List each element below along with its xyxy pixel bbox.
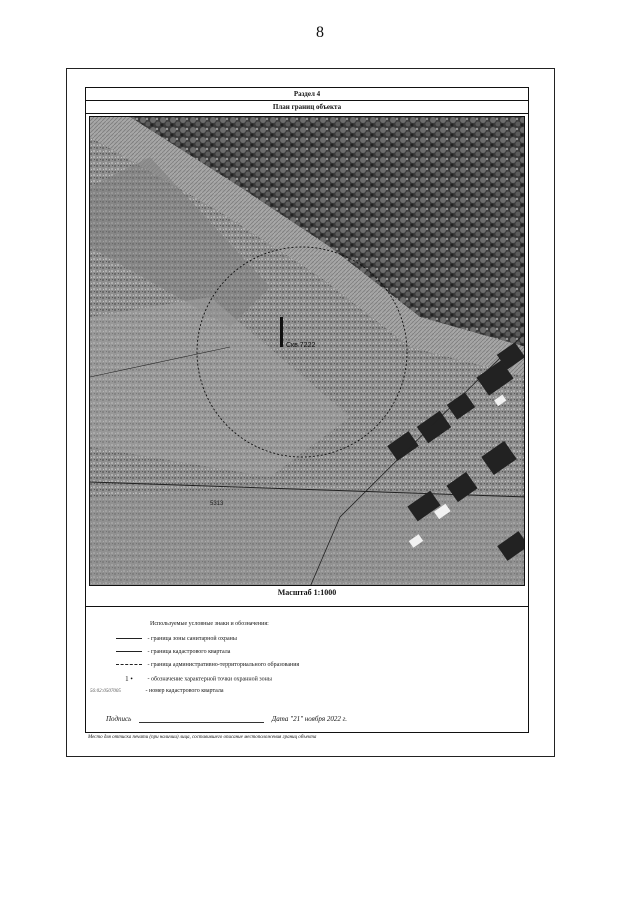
map-image — [90, 117, 525, 586]
solid-line-icon — [116, 651, 142, 652]
legend-item: - граница кадастрового квартала — [116, 649, 230, 655]
page-number: 8 — [316, 24, 324, 41]
date-label: Дата "21" ноября 2022 г. — [271, 715, 347, 723]
legend-title: Используемые условные знаки и обозначения: — [150, 621, 269, 627]
document-frame — [85, 87, 529, 740]
section-title: Раздел 4 — [86, 88, 528, 101]
object-label: Скв.7222 — [286, 342, 316, 349]
quarter-label: 5313 — [210, 501, 224, 507]
stamp-note: Место для оттиска печати (при наличии) лица, составившего описание местоположения границ объекта — [88, 735, 317, 740]
legend-item: 56:02:0507005 - номер кадастрового квартала — [90, 688, 224, 694]
signature-row — [106, 715, 506, 723]
dashed-line-icon — [116, 664, 142, 665]
legend — [86, 606, 528, 740]
point-marker-icon: 1 • — [125, 675, 133, 683]
plan-title: План границ объекта — [86, 101, 528, 114]
solid-line-icon — [116, 638, 142, 639]
legend-item: - граница зоны санитарной охраны — [116, 636, 237, 642]
signature-label: Подпись — [106, 715, 132, 723]
cadastral-number-sample: 56:02:0507005 — [90, 689, 121, 694]
legend-item: 1 • - обозначение характерной точки охранной зоны — [116, 675, 272, 683]
map-scale: Масштаб 1:1000 — [277, 588, 337, 597]
signature-line — [139, 722, 264, 723]
aerial-map — [89, 116, 525, 586]
legend-item: - граница административно-территориального образования — [116, 662, 299, 668]
